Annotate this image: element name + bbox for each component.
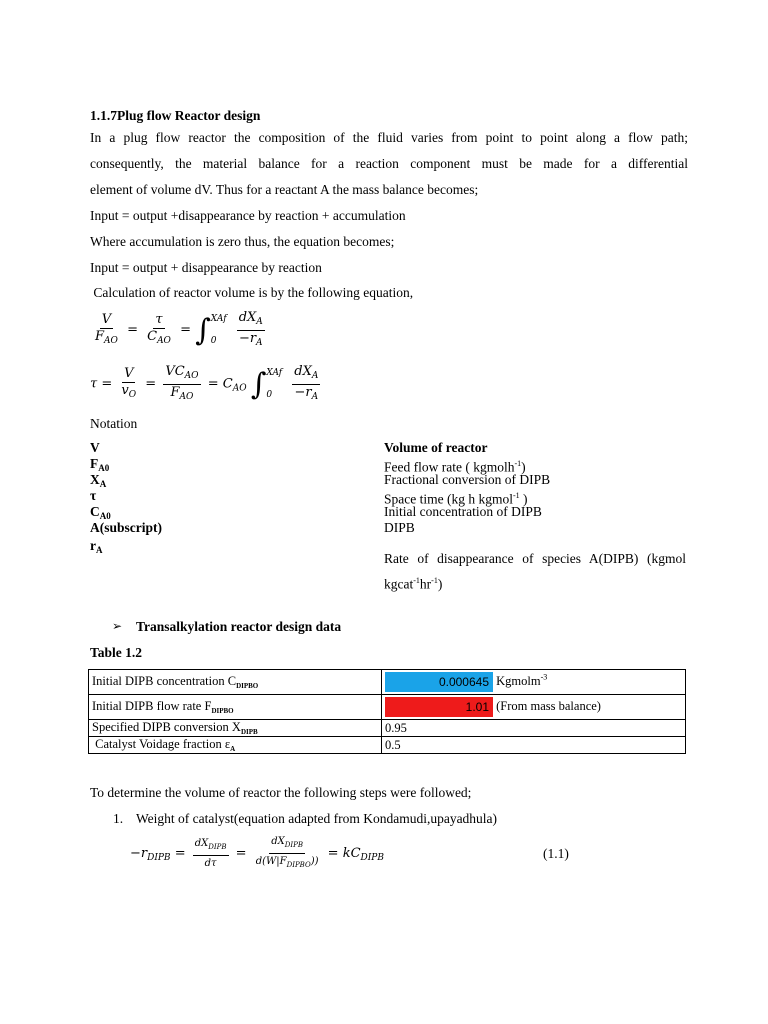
notation-meaning-subscript: DIPB xyxy=(384,520,415,535)
list-item-text: Weight of catalyst(equation adapted from Kondamudi,upayadhula) xyxy=(136,811,498,826)
table-cell-label: Specified DIPB conversion $X_{DIPB}$ xyxy=(89,720,382,737)
design-data-heading: Transalkylation reactor design data xyxy=(136,619,342,634)
balance-equation-1: Input = output +disappearance by reaction + accumulation xyxy=(90,208,406,223)
table-cell-label: Catalyst Voidage fraction $\varepsilon_A$ xyxy=(89,737,382,754)
notation-symbol-fa0: $F_{A0}$ xyxy=(90,456,110,473)
balance-equation-2: Input = output + disappearance by reaction xyxy=(90,260,322,275)
table-cell-label: Initial DIPB concentration $C_{DIPBO}$ xyxy=(89,670,382,695)
table-cell-value: 0.95 xyxy=(382,720,686,737)
paragraph-line-3: element of volume dV. Thus for a reactant A the mass balance becomes; xyxy=(90,182,479,197)
table-row xyxy=(89,737,686,754)
table-row xyxy=(89,695,686,720)
table-cell-value: 0.000645 Kgmolm$^{-3}$ xyxy=(382,670,686,695)
table-cell-label: Initial DIPB flow rate $F_{DIPBO}$ xyxy=(89,695,382,720)
notation-meaning-ra-line1: Rate of disappearance of species A(DIPB) (kgmol xyxy=(384,551,686,566)
table-caption: Table 1.2 xyxy=(90,645,143,660)
design-equation-2: τ = $\frac{V}{v_O}$ = $\frac{VC_{AO}}{F_{AO}}$ = $C_{AO}$ ∫ XAf 0 $\frac{dX_A}{-r_A}$ xyxy=(90,363,319,402)
section-heading: 1.1.7Plug flow Reactor design xyxy=(90,108,261,123)
notation-meaning-ra-line2: $kgcat^{-1}hr^{-1}$) xyxy=(384,576,443,592)
table-row xyxy=(89,670,686,695)
steps-intro: To determine the volume of reactor the following steps were followed; xyxy=(90,785,472,800)
notation-meaning-xa: Fractional conversion of DIPB xyxy=(384,472,551,487)
equation-number: (1.1) xyxy=(543,846,569,861)
table-row xyxy=(89,720,686,737)
notation-meaning-ca0: Initial concentration of DIPB xyxy=(384,504,542,519)
notation-symbol-v: V xyxy=(90,440,100,455)
table-cell-value: 0.5 xyxy=(382,737,686,754)
concentration-value-cell[interactable]: 0.000645 xyxy=(385,672,493,692)
bullet-arrow-icon: ➢ xyxy=(112,619,123,633)
table-cell-value: 1.01 (From mass balance) xyxy=(382,695,686,720)
notation-title: Notation xyxy=(90,416,138,431)
paragraph-line-2: consequently, the material balance for a reaction component must be made for a differential xyxy=(90,156,688,171)
notation-symbol-subscript: A(subscript) xyxy=(90,520,163,535)
notation-symbol-tau: τ xyxy=(90,488,97,503)
accumulation-note: Where accumulation is zero thus, the equation becomes; xyxy=(90,234,395,249)
notation-meaning-v: Volume of reactor xyxy=(384,440,488,455)
design-equation-1: $\frac{V}{F_{AO}}$ = $\frac{\tau}{C_{AO}}$ = ∫ XAf 0 $\frac{dX_A}{-r_A}$ xyxy=(95,309,263,348)
notation-meaning-fa0: Feed flow rate ( kgmolh$^{-1}$) xyxy=(384,459,526,475)
design-data-table xyxy=(88,669,686,754)
catalyst-weight-equation: $-r_{DIPB}$ = $\frac{dX_{DIPB}}{d\tau}$ = $\frac{dX_{DIPB}}{d(W|F_{DIPBO}))}$ = $kC_{DIPB}$ xyxy=(130,836,384,869)
notation-symbol-xa: $X_A$ xyxy=(90,472,107,489)
notation-symbol-ra: $r_A$ xyxy=(90,538,103,555)
flow-rate-value-cell[interactable]: 1.01 xyxy=(385,697,493,717)
list-item-number: 1. xyxy=(113,811,124,826)
notation-meaning-tau: Space time (kg h kgmol$^{-1}$ ) xyxy=(384,491,528,507)
notation-symbol-ca0: $C_{A0}$ xyxy=(90,504,111,521)
paragraph-line-1: In a plug flow reactor the composition of the fluid varies from point to point along a flow path; xyxy=(90,130,688,145)
calculation-intro: Calculation of reactor volume is by the following equation, xyxy=(90,285,414,300)
